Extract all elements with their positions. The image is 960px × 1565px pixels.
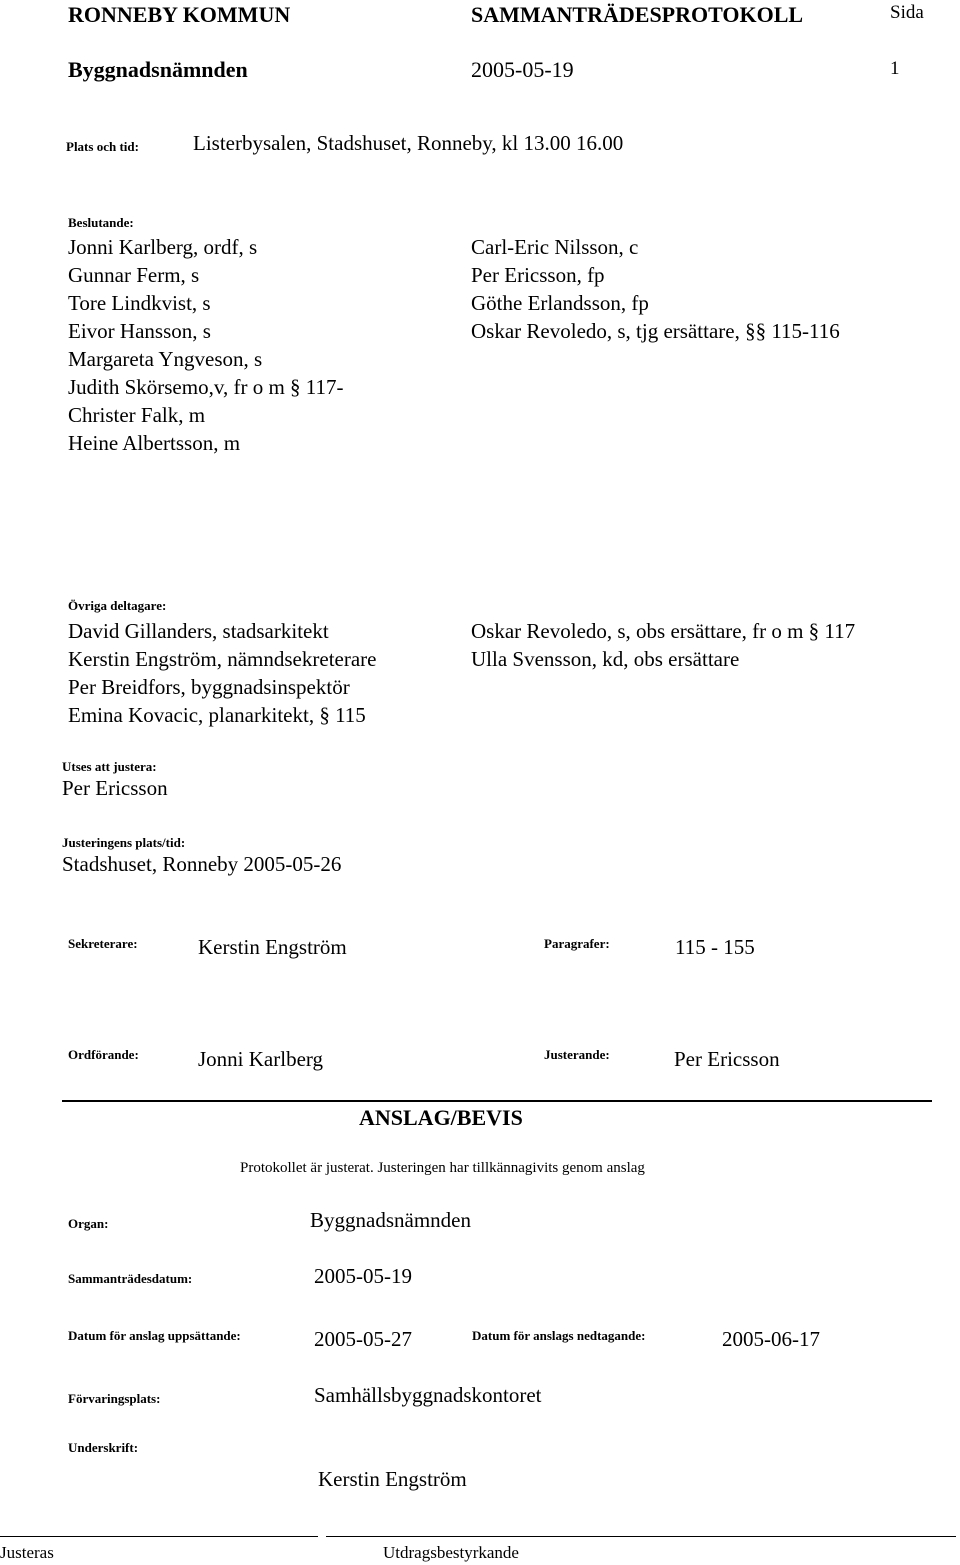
municipality-name: RONNEBY KOMMUN <box>68 2 291 27</box>
footer-line-right <box>326 1536 956 1537</box>
other-participants-label: Övriga deltagare: <box>68 598 167 613</box>
decision-makers-label: Beslutande: <box>68 215 134 230</box>
adjustment-place-label: Justeringens plats/tid: <box>62 835 186 850</box>
notice-title: ANSLAG/BEVIS <box>359 1105 523 1130</box>
list-item: Jonni Karlberg, ordf, s <box>68 235 258 259</box>
decision-makers-left-list <box>68 233 344 457</box>
paragraphs-label: Paragrafer: <box>544 936 610 951</box>
adjustment-place-value: Stadshuset, Ronneby 2005-05-26 <box>62 852 342 876</box>
list-item: Kerstin Engström, nämndsekreterare <box>68 647 377 671</box>
organ-label: Organ: <box>68 1216 109 1231</box>
posting-date-value: 2005-05-27 <box>314 1327 412 1351</box>
document-type: SAMMANTRÄDESPROTOKOLL <box>471 2 804 27</box>
list-item: Oskar Revoledo, s, obs ersättare, fr o m § 117 <box>471 619 856 643</box>
list-item: Christer Falk, m <box>68 403 206 427</box>
list-item: David Gillanders, stadsarkitekt <box>68 619 329 643</box>
place-time-value: Listerbysalen, Stadshuset, Ronneby, kl 13.00 16.00 <box>193 131 624 155</box>
storage-label: Förvaringsplats: <box>68 1391 161 1406</box>
signature-value: Kerstin Engström <box>318 1467 467 1491</box>
list-item: Judith Skörsemo,v, fr o m § 117- <box>68 375 344 399</box>
storage-value: Samhällsbyggnadskontoret <box>314 1383 542 1407</box>
list-item: Heine Albertsson, m <box>68 431 241 455</box>
other-participants-right-list <box>471 617 855 673</box>
secretary-name: Kerstin Engström <box>198 935 347 959</box>
adjuster-name: Per Ericsson <box>674 1047 780 1071</box>
list-item: Göthe Erlandsson, fp <box>471 291 649 315</box>
adjuster-appointed-label: Utses att justera: <box>62 759 157 774</box>
place-time-label: Plats och tid: <box>66 139 139 154</box>
list-item: Gunnar Ferm, s <box>68 263 200 287</box>
chair-label: Ordförande: <box>68 1047 139 1062</box>
page-label: Sida <box>890 2 924 23</box>
list-item: Per Ericsson, fp <box>471 263 605 287</box>
list-item: Tore Lindkvist, s <box>68 291 211 315</box>
adjuster-label: Justerande: <box>544 1047 610 1062</box>
list-item: Ulla Svensson, kd, obs ersättare <box>471 647 740 671</box>
list-item: Carl-Eric Nilsson, c <box>471 235 639 259</box>
meeting-date-label: Sammanträdesdatum: <box>68 1271 193 1286</box>
footer-justeras: Justeras <box>0 1543 54 1562</box>
notice-statement: Protokollet är justerat. Justeringen har tillkännagivits genom anslag <box>240 1160 645 1176</box>
footer-line-left <box>0 1536 318 1537</box>
list-item: Per Breidfors, byggnadsinspektör <box>68 675 350 699</box>
list-item: Eivor Hansson, s <box>68 319 211 343</box>
footer-extract-certified: Utdragsbestyrkande <box>383 1543 519 1562</box>
meeting-date: 2005-05-19 <box>471 57 574 82</box>
removal-date-label: Datum för anslags nedtagande: <box>472 1328 646 1343</box>
chair-name: Jonni Karlberg <box>198 1047 324 1071</box>
adjuster-appointed-value: Per Ericsson <box>62 776 168 800</box>
list-item: Emina Kovacic, planarkitekt, § 115 <box>68 703 366 727</box>
committee-name: Byggnadsnämnden <box>68 57 248 82</box>
organ-value: Byggnadsnämnden <box>310 1208 471 1232</box>
list-item: Oskar Revoledo, s, tjg ersättare, §§ 115-116 <box>471 319 840 343</box>
page-number: 1 <box>890 58 900 79</box>
meeting-date-value: 2005-05-19 <box>314 1264 412 1288</box>
paragraphs-value: 115 - 155 <box>675 935 755 959</box>
list-item: Margareta Yngveson, s <box>68 347 263 371</box>
removal-date-value: 2005-06-17 <box>722 1327 820 1351</box>
secretary-label: Sekreterare: <box>68 936 138 951</box>
posting-date-label: Datum för anslag uppsättande: <box>68 1328 241 1343</box>
signature-label: Underskrift: <box>68 1440 139 1455</box>
decision-makers-right-list <box>471 233 840 345</box>
divider-line <box>62 1100 932 1102</box>
other-participants-left-list <box>68 617 376 729</box>
